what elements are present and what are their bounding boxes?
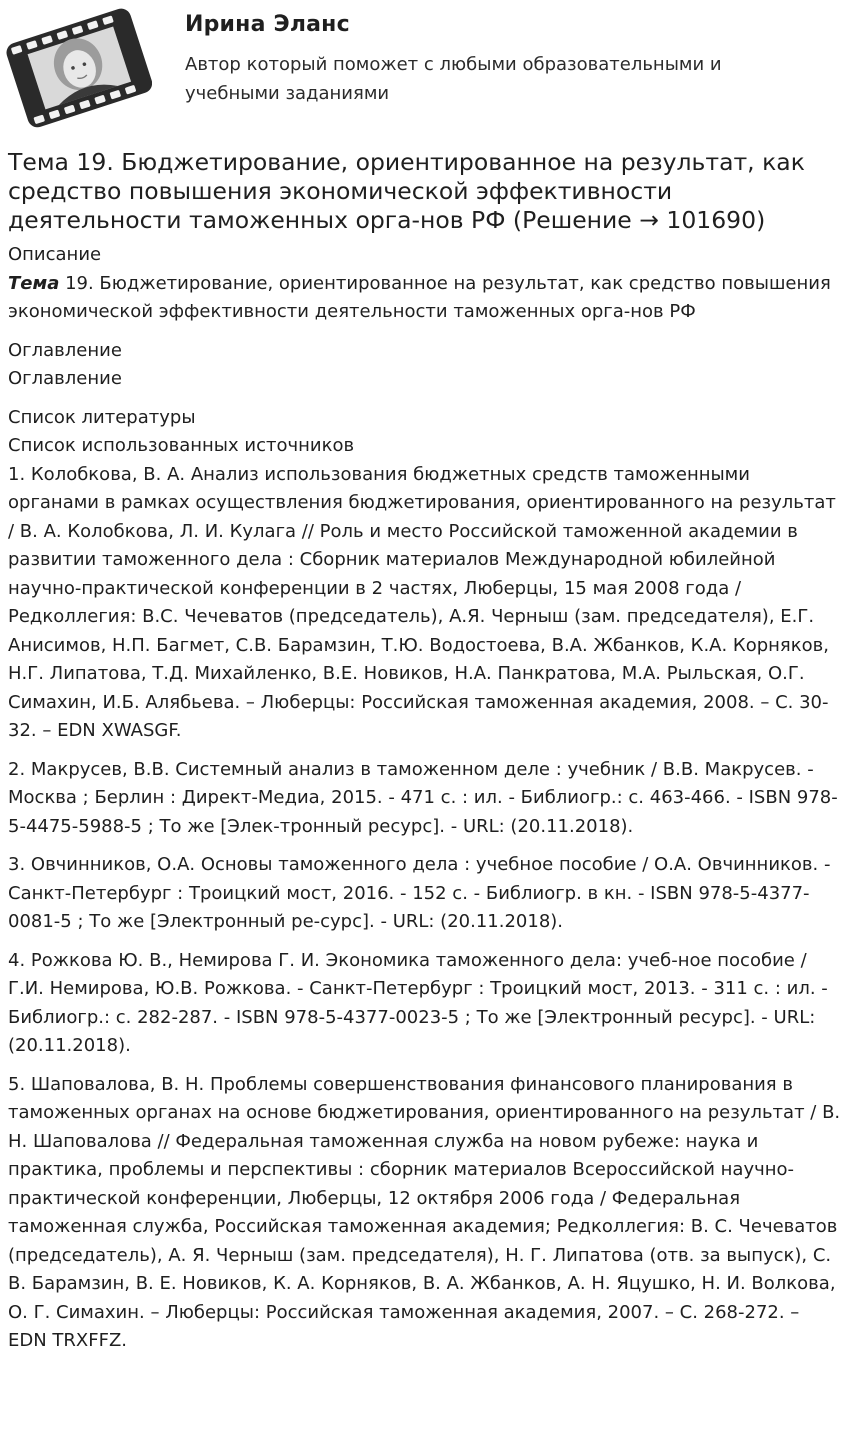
reference-item: 5. Шаповалова, В. Н. Проблемы совершенствования финансового планирования в таможенных органах на основе бюджетирования, ориентированного на результат / В. Н. Шаповалова // Федеральная таможенная служба на новом рубеже: наука и практика, проблемы и перспективы : сборник материалов Всероссийской научно-практической конференции, Люберцы, 12 октября 2006 года / Федеральная таможенная служба, Российская таможенная академия; Редколлегия: В. С. Чечеватов (председатель), А. Я. Черныш (зам. председателя), Н. Г. Липатова (отв. за выпуск), С. В. Барамзин, В. Е. Новиков, К. А. Корняков, В. А. Жбанков, А. Н. Яцушко, Н. И. Волкова, О. Г. Симахин. – Люберцы: Российская таможенная академия, 2007. – С. 268-272. – EDN TRXFFZ. [8, 1073, 841, 1351]
description-topic-word: Тема [8, 272, 60, 294]
toc-label: Оглавление [8, 339, 122, 361]
description-label: Описание [8, 244, 102, 265]
description-text [8, 270, 842, 327]
sources-label: Список использованных источников [8, 435, 355, 456]
document-title: Тема 19. Бюджетирование, ориентированное на результат, как средство повышения экономической эффективности деятельности таможенных орга-нов РФ (Решение → 101690) [8, 148, 805, 234]
author-header [0, 0, 847, 140]
reference-item: 4. Рожкова Ю. В., Немирова Г. И. Экономика таможенного дела: учеб-ное пособие / Г.И. Немирова, Ю.В. Рожкова. - Санкт-Петербург : Троицкий мост, 2013. - 311 с. : ил. - Библиогр.: с. 282-287. - ISBN 978-5-4377-0023-5 ; То же [Электронный ресурс]. - URL: (20.11.2018). [8, 949, 828, 1056]
document-content [8, 148, 842, 1366]
literature-label: Список литературы [8, 406, 196, 428]
reference-list [8, 461, 842, 1356]
reference-item: 2. Макрусев, В.В. Системный анализ в таможенном деле : учебник / В.В. Макрусев. - Москва ; Берлин : Директ-Медиа, 2015. - 471 с. : ил. - Библиогр.: с. 463-466. - ISBN 978-5-4475-5988-5 ; То же [Элек-тронный ресурс]. - URL: (20.11.2018). [8, 758, 838, 837]
description-body: 19. Бюджетирование, ориентированное на результат, как средство повышения экономической эффективности деятельности таможенных орга-нов РФ [8, 272, 831, 322]
author-name[interactable]: Ирина Эланс [185, 12, 350, 37]
author-description: Автор который поможет с любыми образовательными и учебными заданиями [185, 54, 722, 104]
reference-item: 1. Колобкова, В. А. Анализ использования бюджетных средств таможенными органами в рамках осуществления бюджетирования, ориентированного на результат / В. А. Колобкова, Л. И. Кулага // Роль и место Российской таможенной академии в развитии таможенного дела : Сборник материалов Международной юбилейной научно-практической конференции в 2 частях, Люберцы, 15 мая 2008 года / Редколлегия: В.С. Чечеватов (председатель), А.Я. Черныш (зам. председателя), Е.Г. Анисимов, Н.П. Багмет, С.В. Барамзин, Т.Ю. Водостоева, В.А. Жбанков, К.А. Корняков, Н.Г. Липатова, Т.Д. Михайленко, В.Е. Новиков, Н.А. Панкратова, М.А. Рыльская, О.Г. Симахин, И.Б. Алябьева. – Люберцы: Российская таможенная академия, 2008. – С. 30-32. – EDN XWASGF. [8, 463, 836, 741]
author-avatar[interactable] [6, 6, 152, 128]
toc-heading: Оглавление [8, 368, 122, 389]
reference-item: 3. Овчинников, О.А. Основы таможенного дела : учебное пособие / О.А. Овчинников. - Санкт-Петербург : Троицкий мост, 2016. - 152 с. - Библиогр. в кн. - ISBN 978-5-4377-0081-5 ; То же [Электронный ре-сурс]. - URL: (20.11.2018). [8, 854, 831, 932]
